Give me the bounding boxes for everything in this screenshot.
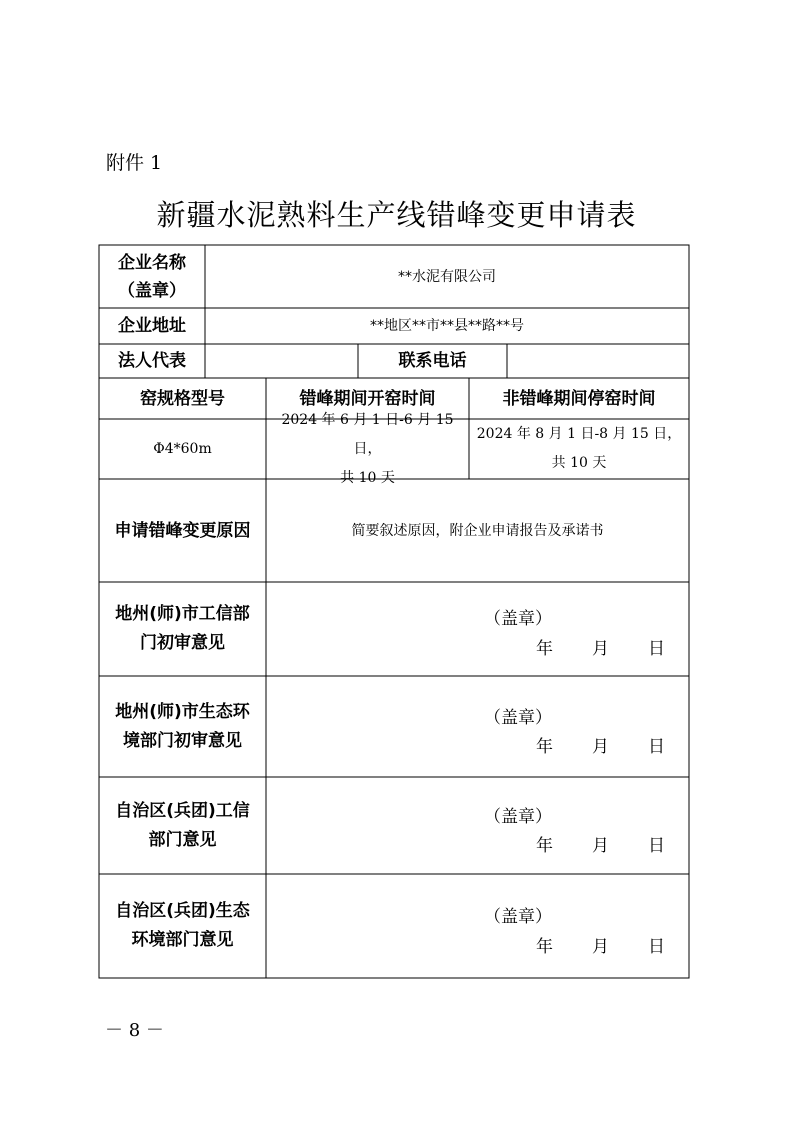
seal-2: （盖章） (484, 708, 552, 728)
opinion-label-2: 地州(师)市生态环 境部门初审意见 (115, 701, 250, 751)
kiln-model-value: Φ4*60m (153, 441, 212, 457)
stop-period-header: 非错峰期间停窑时间 (502, 388, 656, 409)
company-address-value: **地区**市**县**路**号 (370, 318, 524, 334)
opinion-label-1: 地州(师)市工信部 门初审意见 (115, 604, 250, 653)
month-3: 月 (592, 836, 609, 856)
day-4: 日 (648, 937, 665, 957)
kiln-model-header: 窑规格型号 (140, 388, 225, 409)
open-period-value: 2024 年 6 月 1 日-6 月 15 日， 共 10 天 (281, 411, 454, 486)
reason-label: 申请错峰变更原因 (114, 520, 251, 541)
month-2: 月 (592, 737, 609, 757)
company-name-value: **水泥有限公司 (398, 268, 496, 285)
day-1: 日 (648, 639, 665, 659)
page-number: － 8 － (105, 1020, 164, 1041)
seal-3: （盖章） (484, 807, 552, 827)
day-3: 日 (648, 836, 665, 856)
reason-value: 简要叙述原因，附企业申请报告及承诺书 (351, 522, 604, 539)
opinion-label-4: 自治区(兵团)生态 环境部门意见 (115, 901, 250, 950)
year-3: 年 (536, 836, 553, 856)
seal-1: （盖章） (484, 609, 552, 629)
year-4: 年 (536, 937, 553, 957)
phone-label: 联系电话 (398, 351, 467, 371)
company-name-label: 企业名称 （盖章） (118, 252, 186, 301)
month-1: 月 (592, 639, 609, 659)
form-title: 新疆水泥熟料生产线错峰变更申请表 (156, 198, 637, 232)
open-period-header: 错峰期间开窑时间 (299, 388, 436, 409)
legal-rep-value (205, 344, 358, 378)
seal-4: （盖章） (484, 907, 552, 927)
year-1: 年 (536, 639, 553, 659)
legal-rep-label: 法人代表 (118, 351, 186, 371)
stop-period-value: 2024 年 8 月 1 日-8 月 15 日， 共 10 天 (476, 426, 682, 471)
phone-value (507, 344, 689, 378)
year-2: 年 (536, 737, 553, 757)
company-address-label: 企业地址 (118, 316, 186, 336)
day-2: 日 (648, 737, 665, 757)
opinion-label-3: 自治区(兵团)工信 部门意见 (115, 800, 250, 850)
attachment-label: 附件 1 (106, 152, 163, 174)
month-4: 月 (592, 937, 609, 957)
